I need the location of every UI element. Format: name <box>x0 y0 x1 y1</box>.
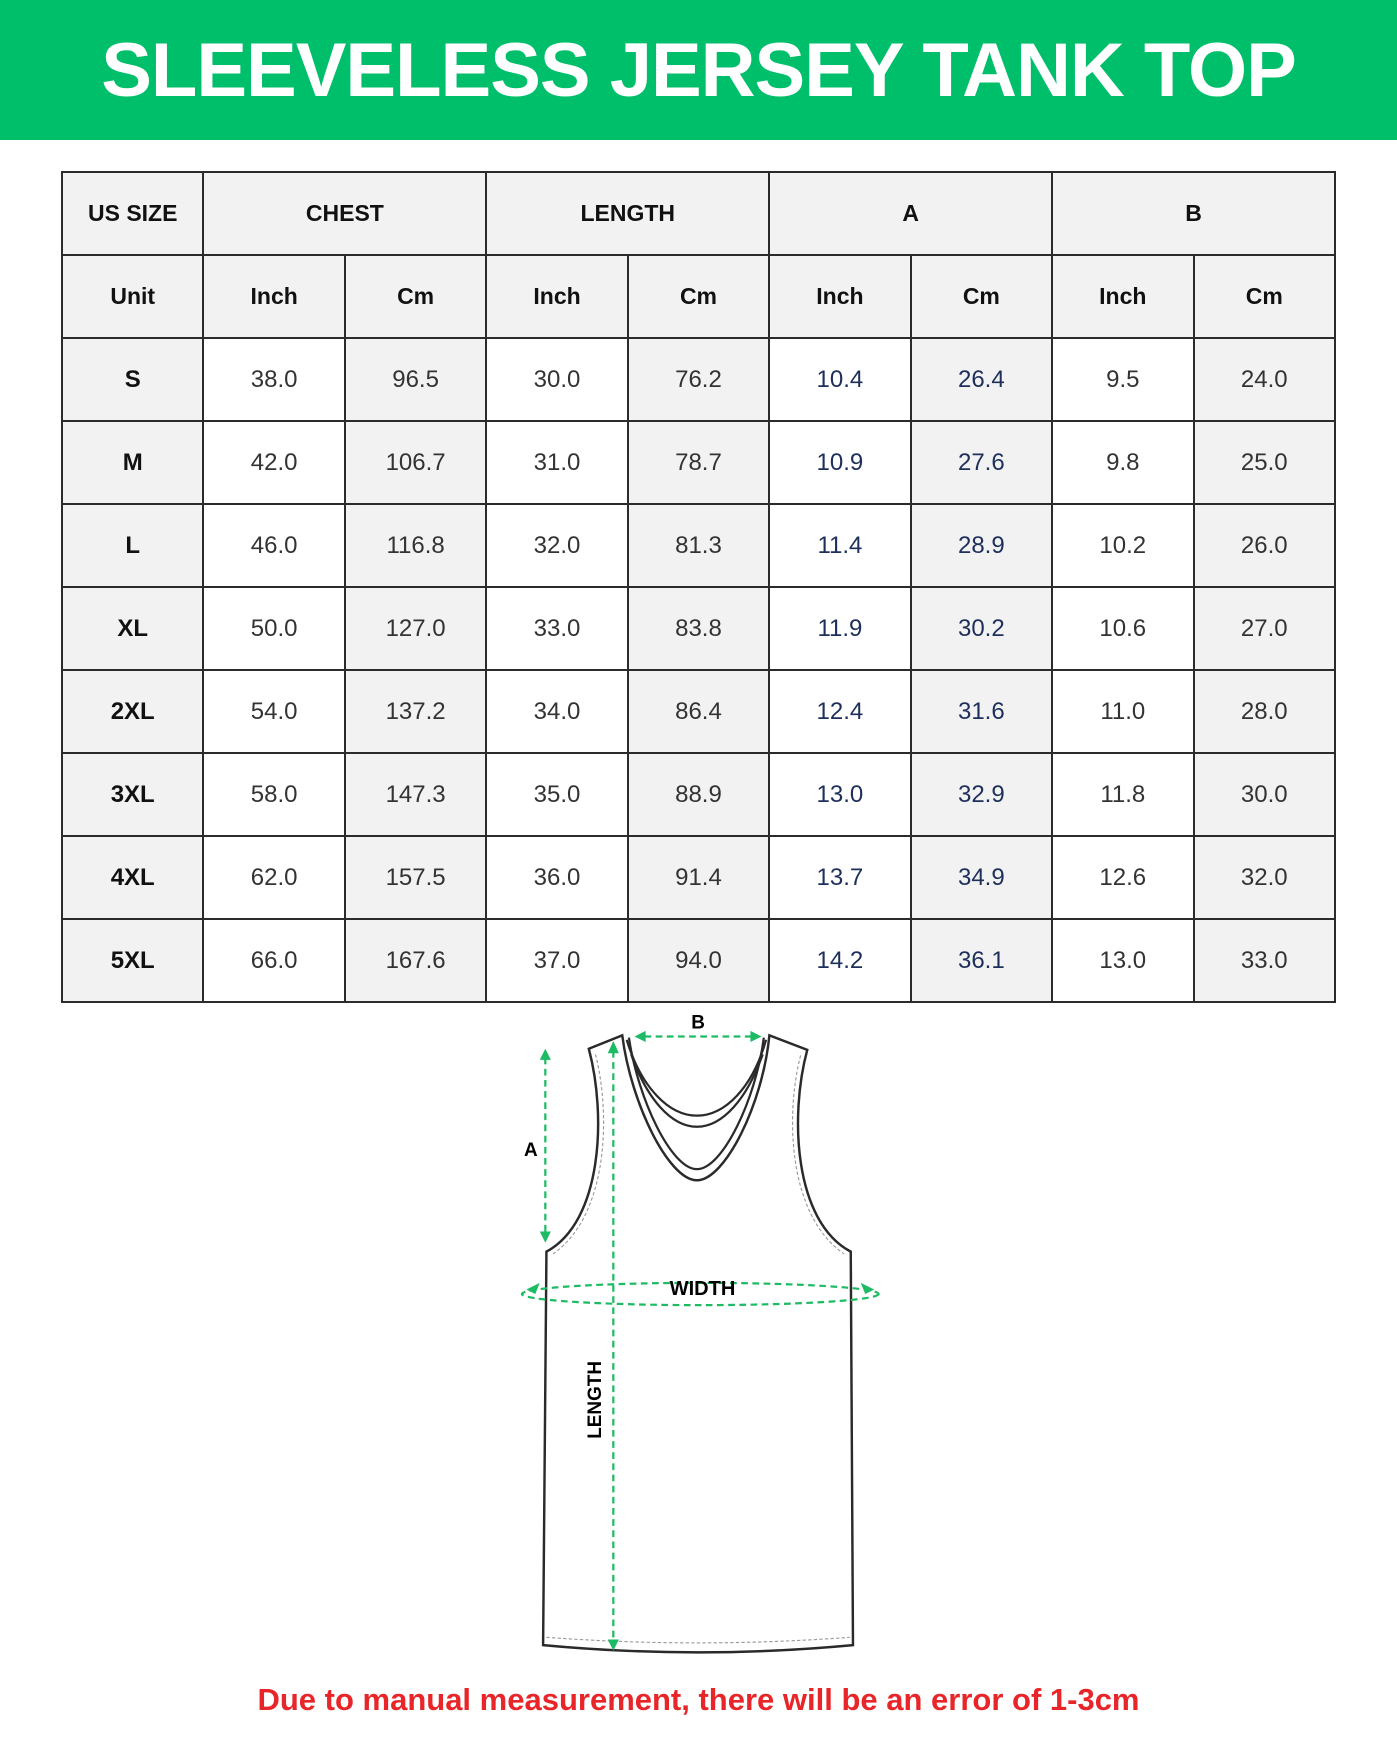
tank-top-diagram <box>513 993 892 1673</box>
cell-size: 4XL <box>62 836 203 919</box>
header-us-size: US SIZE <box>62 172 203 255</box>
cell-chest-cm: 147.3 <box>345 753 486 836</box>
cell-b-cm: 27.0 <box>1194 587 1336 670</box>
cell-chest-cm: 167.6 <box>345 919 486 1002</box>
cell-length-inch: 33.0 <box>486 587 627 670</box>
cell-chest-inch: 54.0 <box>203 670 344 753</box>
cell-a-inch: 13.0 <box>769 753 910 836</box>
cell-length-inch: 36.0 <box>486 836 627 919</box>
header-a: A <box>769 172 1052 255</box>
cell-chest-cm: 127.0 <box>345 587 486 670</box>
group-header-row <box>62 172 1335 255</box>
unit-a-inch: Inch <box>769 255 910 338</box>
cell-b-cm: 33.0 <box>1194 919 1336 1002</box>
cell-length-cm: 91.4 <box>628 836 769 919</box>
cell-a-cm: 32.9 <box>911 753 1052 836</box>
table-row <box>62 670 1335 753</box>
cell-b-inch: 11.8 <box>1052 753 1193 836</box>
unit-chest-cm: Cm <box>345 255 486 338</box>
cell-b-inch: 13.0 <box>1052 919 1193 1002</box>
unit-b-inch: Inch <box>1052 255 1193 338</box>
cell-b-inch: 9.5 <box>1052 338 1193 421</box>
cell-b-inch: 10.6 <box>1052 587 1193 670</box>
table-row <box>62 338 1335 421</box>
header-chest: CHEST <box>203 172 486 255</box>
cell-size: M <box>62 421 203 504</box>
cell-size: 5XL <box>62 919 203 1002</box>
cell-length-cm: 86.4 <box>628 670 769 753</box>
cell-a-cm: 27.6 <box>911 421 1052 504</box>
page-title: SLEEVELESS JERSEY TANK TOP <box>101 27 1296 113</box>
cell-b-inch: 12.6 <box>1052 836 1193 919</box>
size-chart-table <box>61 171 1336 1003</box>
title-banner <box>0 0 1397 140</box>
table-row <box>62 919 1335 1002</box>
cell-length-inch: 37.0 <box>486 919 627 1002</box>
cell-length-inch: 35.0 <box>486 753 627 836</box>
cell-chest-cm: 157.5 <box>345 836 486 919</box>
cell-a-cm: 31.6 <box>911 670 1052 753</box>
cell-length-inch: 31.0 <box>486 421 627 504</box>
unit-length-inch: Inch <box>486 255 627 338</box>
label-length: LENGTH <box>585 1360 607 1439</box>
cell-b-inch: 10.2 <box>1052 504 1193 587</box>
cell-chest-inch: 62.0 <box>203 836 344 919</box>
cell-length-cm: 78.7 <box>628 421 769 504</box>
cell-a-cm: 34.9 <box>911 836 1052 919</box>
cell-a-cm: 30.2 <box>911 587 1052 670</box>
unit-label: Unit <box>62 255 203 338</box>
cell-size: 2XL <box>62 670 203 753</box>
label-width: WIDTH <box>669 1278 736 1301</box>
table-row <box>62 836 1335 919</box>
header-b: B <box>1052 172 1335 255</box>
unit-length-cm: Cm <box>628 255 769 338</box>
cell-a-cm: 26.4 <box>911 338 1052 421</box>
unit-header-row <box>62 255 1335 338</box>
cell-length-cm: 81.3 <box>628 504 769 587</box>
cell-a-inch: 11.4 <box>769 504 910 587</box>
cell-size: 3XL <box>62 753 203 836</box>
cell-b-cm: 32.0 <box>1194 836 1336 919</box>
cell-chest-cm: 137.2 <box>345 670 486 753</box>
cell-chest-inch: 58.0 <box>203 753 344 836</box>
cell-length-inch: 34.0 <box>486 670 627 753</box>
cell-chest-inch: 42.0 <box>203 421 344 504</box>
cell-b-cm: 24.0 <box>1194 338 1336 421</box>
cell-length-inch: 30.0 <box>486 338 627 421</box>
cell-chest-inch: 50.0 <box>203 587 344 670</box>
cell-length-inch: 32.0 <box>486 504 627 587</box>
cell-size: XL <box>62 587 203 670</box>
unit-chest-inch: Inch <box>203 255 344 338</box>
cell-chest-inch: 66.0 <box>203 919 344 1002</box>
cell-a-inch: 13.7 <box>769 836 910 919</box>
cell-chest-cm: 116.8 <box>345 504 486 587</box>
table-row <box>62 504 1335 587</box>
cell-b-cm: 25.0 <box>1194 421 1336 504</box>
cell-length-cm: 88.9 <box>628 753 769 836</box>
cell-b-cm: 28.0 <box>1194 670 1336 753</box>
cell-chest-inch: 38.0 <box>203 338 344 421</box>
header-length: LENGTH <box>486 172 769 255</box>
cell-a-inch: 11.9 <box>769 587 910 670</box>
table-row <box>62 753 1335 836</box>
cell-length-cm: 83.8 <box>628 587 769 670</box>
cell-a-inch: 10.4 <box>769 338 910 421</box>
table-row <box>62 421 1335 504</box>
table-row <box>62 587 1335 670</box>
cell-a-inch: 10.9 <box>769 421 910 504</box>
cell-b-inch: 11.0 <box>1052 670 1193 753</box>
measurement-note: Due to manual measurement, there will be an error of 1-3cm <box>257 1682 1140 1717</box>
cell-b-cm: 26.0 <box>1194 504 1336 587</box>
unit-a-cm: Cm <box>911 255 1052 338</box>
cell-b-cm: 30.0 <box>1194 753 1336 836</box>
cell-b-inch: 9.8 <box>1052 421 1193 504</box>
cell-chest-cm: 96.5 <box>345 338 486 421</box>
cell-chest-cm: 106.7 <box>345 421 486 504</box>
cell-size: L <box>62 504 203 587</box>
tank-body <box>543 1035 853 1652</box>
label-a: A <box>523 1139 538 1161</box>
label-b: B <box>691 1012 705 1034</box>
unit-b-cm: Cm <box>1194 255 1336 338</box>
cell-size: S <box>62 338 203 421</box>
cell-length-cm: 94.0 <box>628 919 769 1002</box>
cell-a-inch: 12.4 <box>769 670 910 753</box>
cell-a-cm: 28.9 <box>911 504 1052 587</box>
cell-chest-inch: 46.0 <box>203 504 344 587</box>
cell-a-cm: 36.1 <box>911 919 1052 1002</box>
cell-length-cm: 76.2 <box>628 338 769 421</box>
cell-a-inch: 14.2 <box>769 919 910 1002</box>
